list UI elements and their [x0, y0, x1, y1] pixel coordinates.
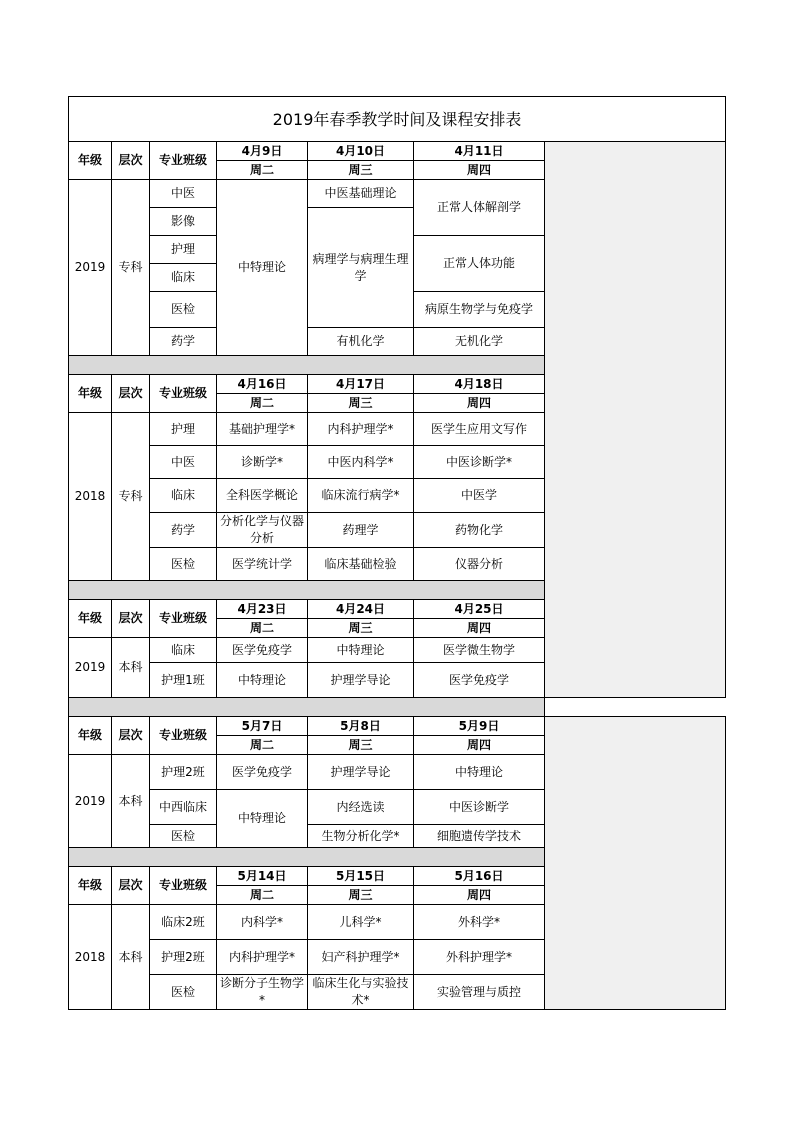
level-cell: 本科	[112, 905, 150, 1010]
major-cell: 护理2班	[150, 940, 217, 975]
weekday-wed: 周三	[308, 886, 414, 905]
grade-cell: 2018	[69, 413, 112, 581]
weekday-wed: 周三	[308, 619, 414, 638]
header-major: 专业班级	[150, 375, 217, 413]
header-level: 层次	[112, 375, 150, 413]
header-major: 专业班级	[150, 142, 217, 180]
course-cell: 中医学	[414, 479, 545, 513]
course-cell: 外科护理学*	[414, 940, 545, 975]
course-cell: 临床生化与实验技术*	[308, 975, 414, 1010]
course-cell: 有机化学	[308, 328, 414, 356]
major-cell: 中西临床	[150, 790, 217, 825]
date-wed: 5月15日	[308, 867, 414, 886]
course-cell: 病原生物学与免疫学	[414, 292, 545, 328]
date-tue: 4月16日	[217, 375, 308, 394]
course-cell: 正常人体功能	[414, 236, 545, 292]
block-separator	[69, 698, 545, 717]
major-cell: 医检	[150, 548, 217, 581]
major-cell: 护理1班	[150, 663, 217, 698]
course-cell: 全科医学概论	[217, 479, 308, 513]
major-cell: 医检	[150, 975, 217, 1010]
date-wed: 5月8日	[308, 717, 414, 736]
header-grade: 年级	[69, 600, 112, 638]
major-cell: 医检	[150, 825, 217, 848]
major-cell: 临床	[150, 638, 217, 663]
course-cell: 临床基础检验	[308, 548, 414, 581]
weekday-tue: 周二	[217, 736, 308, 755]
date-wed: 4月17日	[308, 375, 414, 394]
weekday-wed: 周三	[308, 394, 414, 413]
date-thu: 4月18日	[414, 375, 545, 394]
course-cell: 妇产科护理学*	[308, 940, 414, 975]
weekday-thu: 周四	[414, 394, 545, 413]
header-grade: 年级	[69, 867, 112, 905]
course-cell: 生物分析化学*	[308, 825, 414, 848]
course-cell: 中特理论	[217, 790, 308, 848]
date-thu: 5月9日	[414, 717, 545, 736]
major-cell: 中医	[150, 180, 217, 208]
date-tue: 4月9日	[217, 142, 308, 161]
major-cell: 医检	[150, 292, 217, 328]
course-cell: 仪器分析	[414, 548, 545, 581]
major-cell: 临床2班	[150, 905, 217, 940]
course-cell: 正常人体解剖学	[414, 180, 545, 236]
weekday-wed: 周三	[308, 161, 414, 180]
level-cell: 本科	[112, 638, 150, 698]
course-cell: 医学微生物学	[414, 638, 545, 663]
major-cell: 护理	[150, 236, 217, 264]
major-cell: 药学	[150, 513, 217, 548]
course-cell: 医学免疫学	[217, 755, 308, 790]
weekday-tue: 周二	[217, 394, 308, 413]
grade-cell: 2019	[69, 180, 112, 356]
course-cell: 临床流行病学*	[308, 479, 414, 513]
grade-cell: 2018	[69, 905, 112, 1010]
header-level: 层次	[112, 867, 150, 905]
course-cell: 实验管理与质控	[414, 975, 545, 1010]
course-cell: 药理学	[308, 513, 414, 548]
course-cell: 内经选读	[308, 790, 414, 825]
blank-column	[545, 142, 726, 698]
course-cell: 中医诊断学	[414, 790, 545, 825]
header-major: 专业班级	[150, 600, 217, 638]
course-cell: 内科护理学*	[217, 940, 308, 975]
course-cell: 护理学导论	[308, 663, 414, 698]
blank-column	[545, 717, 726, 1010]
major-cell: 临床	[150, 264, 217, 292]
grade-cell: 2019	[69, 755, 112, 848]
course-cell: 中医基础理论	[308, 180, 414, 208]
header-level: 层次	[112, 142, 150, 180]
course-cell: 中特理论	[217, 663, 308, 698]
course-cell: 分析化学与仪器分析	[217, 513, 308, 548]
header-grade: 年级	[69, 375, 112, 413]
course-cell: 中特理论	[308, 638, 414, 663]
date-tue: 5月7日	[217, 717, 308, 736]
date-thu: 4月25日	[414, 600, 545, 619]
major-cell: 药学	[150, 328, 217, 356]
major-cell: 影像	[150, 208, 217, 236]
course-cell: 中医诊断学*	[414, 446, 545, 479]
course-cell: 医学统计学	[217, 548, 308, 581]
schedule-table	[68, 96, 726, 1010]
date-tue: 5月14日	[217, 867, 308, 886]
course-cell: 诊断学*	[217, 446, 308, 479]
date-thu: 5月16日	[414, 867, 545, 886]
header-major: 专业班级	[150, 867, 217, 905]
weekday-wed: 周三	[308, 736, 414, 755]
course-cell: 医学生应用文写作	[414, 413, 545, 446]
course-cell: 诊断分子生物学*	[217, 975, 308, 1010]
header-level: 层次	[112, 717, 150, 755]
schedule-sheet	[68, 96, 725, 1010]
header-level: 层次	[112, 600, 150, 638]
header-major: 专业班级	[150, 717, 217, 755]
course-cell: 儿科学*	[308, 905, 414, 940]
date-wed: 4月24日	[308, 600, 414, 619]
date-tue: 4月23日	[217, 600, 308, 619]
course-cell: 医学免疫学	[414, 663, 545, 698]
major-cell: 中医	[150, 446, 217, 479]
course-cell: 护理学导论	[308, 755, 414, 790]
course-cell: 中特理论	[217, 180, 308, 356]
date-wed: 4月10日	[308, 142, 414, 161]
weekday-thu: 周四	[414, 619, 545, 638]
major-cell: 临床	[150, 479, 217, 513]
weekday-thu: 周四	[414, 736, 545, 755]
major-cell: 护理	[150, 413, 217, 446]
course-cell: 内科学*	[217, 905, 308, 940]
header-grade: 年级	[69, 717, 112, 755]
course-cell: 基础护理学*	[217, 413, 308, 446]
block-separator	[69, 848, 545, 867]
course-cell: 无机化学	[414, 328, 545, 356]
course-cell: 药物化学	[414, 513, 545, 548]
course-cell: 医学免疫学	[217, 638, 308, 663]
course-cell: 病理学与病理生理学	[308, 208, 414, 328]
weekday-thu: 周四	[414, 886, 545, 905]
block-separator	[69, 581, 545, 600]
major-cell: 护理2班	[150, 755, 217, 790]
course-cell: 中特理论	[414, 755, 545, 790]
weekday-tue: 周二	[217, 619, 308, 638]
weekday-tue: 周二	[217, 161, 308, 180]
header-grade: 年级	[69, 142, 112, 180]
block-separator	[69, 356, 545, 375]
date-thu: 4月11日	[414, 142, 545, 161]
page-title: 2019年春季教学时间及课程安排表	[69, 97, 726, 142]
grade-cell: 2019	[69, 638, 112, 698]
course-cell: 外科学*	[414, 905, 545, 940]
level-cell: 专科	[112, 413, 150, 581]
level-cell: 专科	[112, 180, 150, 356]
weekday-thu: 周四	[414, 161, 545, 180]
course-cell: 细胞遗传学技术	[414, 825, 545, 848]
level-cell: 本科	[112, 755, 150, 848]
course-cell: 中医内科学*	[308, 446, 414, 479]
course-cell: 内科护理学*	[308, 413, 414, 446]
weekday-tue: 周二	[217, 886, 308, 905]
